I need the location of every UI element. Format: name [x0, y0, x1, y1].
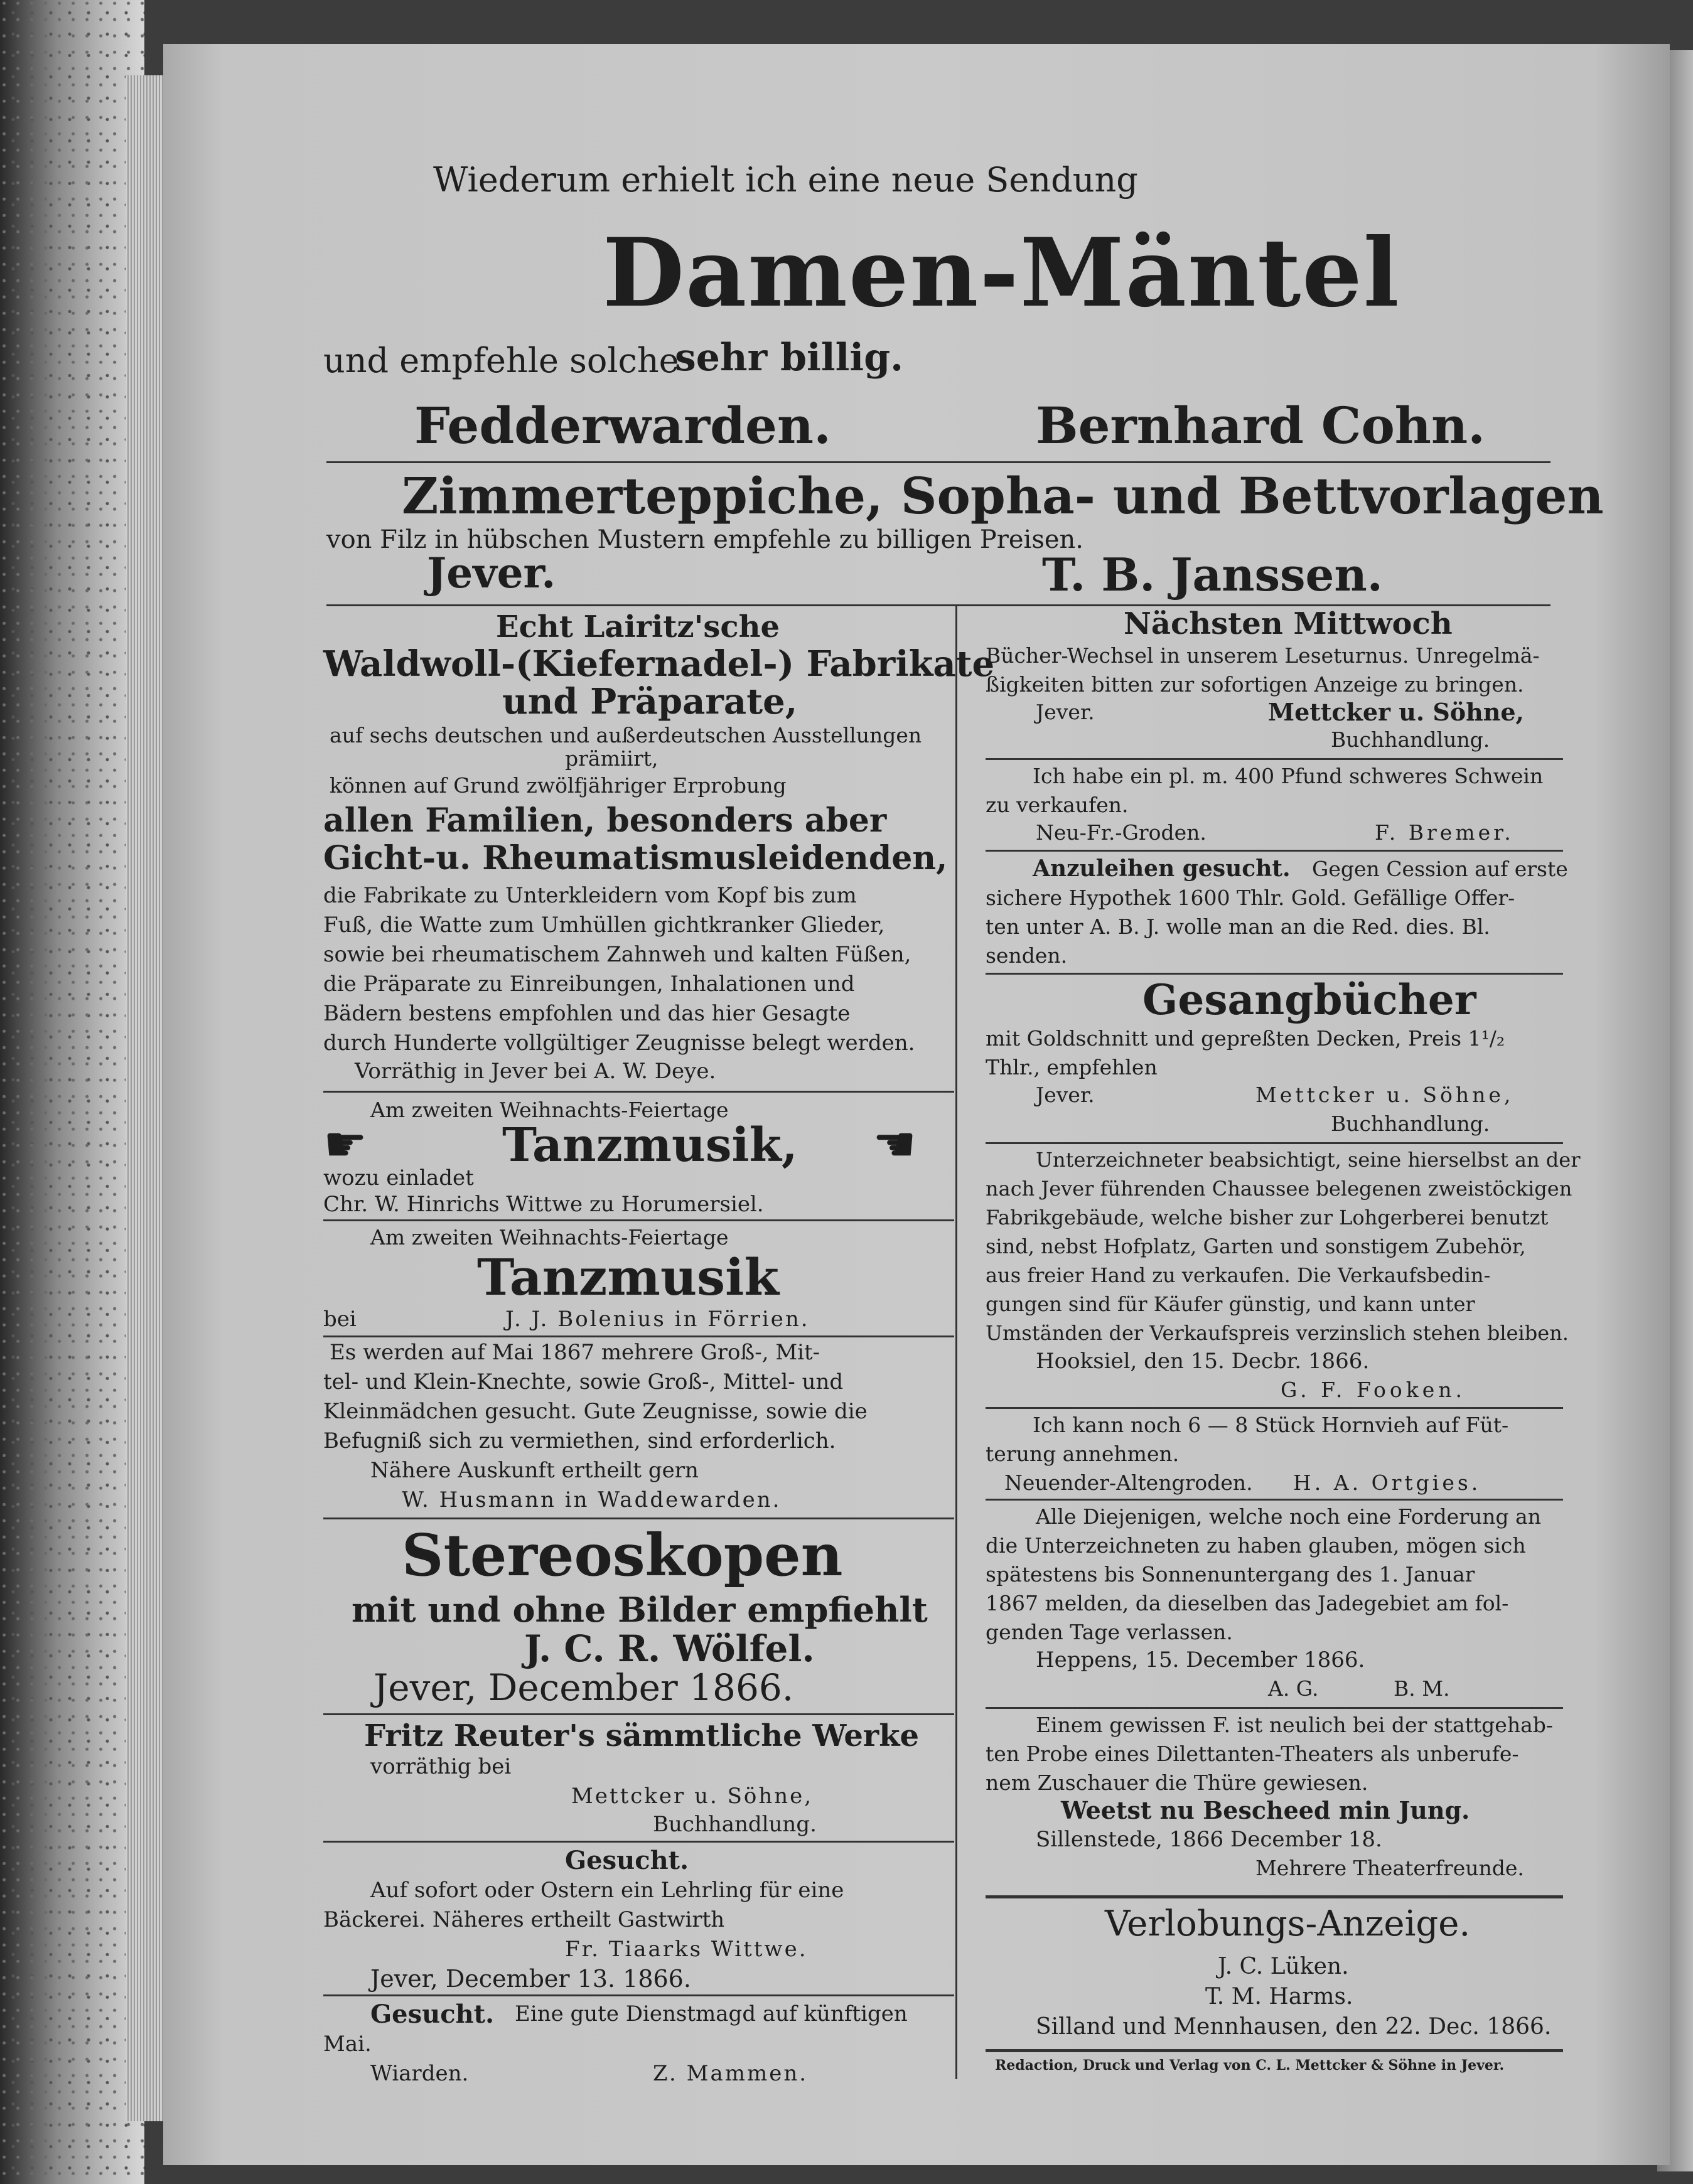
- ad-signature: Buchhandlung.: [653, 1812, 817, 1837]
- ad-text: durch Hunderte vollgültiger Zeugnisse belegt werden.: [323, 1030, 915, 1056]
- ad-signature: A. G.: [1268, 1676, 1319, 1701]
- ad-place: Wiarden.: [370, 2061, 469, 2086]
- ad-text: Fuß, die Watte zum Umhüllen gichtkranker Glieder,: [323, 913, 885, 938]
- ad-text: Kleinmädchen gesucht. Gute Zeugnisse, sowie die: [323, 1399, 868, 1424]
- divider: [986, 1895, 1563, 1898]
- pointing-hand-right-icon: ☛: [323, 1116, 367, 1173]
- ad-signature: G. F. Fooken.: [1281, 1378, 1466, 1402]
- divider: [986, 1707, 1563, 1709]
- ad-signature: Chr. W. Hinrichs Wittwe zu Horumersiel.: [323, 1192, 764, 1217]
- ad-text: Mai.: [323, 2031, 372, 2057]
- ad-text: Am zweiten Weihnachts-Feiertage: [370, 1225, 729, 1250]
- divider: [986, 1142, 1563, 1144]
- ad-date: Jever, December 13. 1866.: [370, 1965, 691, 1993]
- ad-name: T. M. Harms.: [1205, 1984, 1353, 2010]
- ad-text: terung annehmen.: [986, 1442, 1180, 1466]
- ad-text: ßigkeiten bitten zur sofortigen Anzeige zu bringen.: [986, 672, 1524, 697]
- ad-signature: Mettcker u. Söhne,: [1268, 698, 1524, 726]
- ad-place: Jever.: [1036, 700, 1095, 724]
- ad-text: sowie bei rheumatischem Zahnweh und kalten Füßen,: [323, 942, 911, 967]
- ad-place: Jever.: [427, 549, 556, 597]
- ad-text: können auf Grund zwölfjähriger Erprobung: [330, 773, 787, 798]
- ad-name: Bernhard Cohn.: [1036, 396, 1485, 455]
- ad-text: bei: [323, 1307, 357, 1332]
- ad-text: nem Zuschauer die Thüre gewiesen.: [986, 1770, 1368, 1795]
- ad-text: prämiirt,: [565, 746, 658, 771]
- ad-headline: allen Familien, besonders aber: [323, 801, 887, 840]
- divider: [986, 2049, 1563, 2052]
- ad-intro-line: Wiederum erhielt ich eine neue Sendung: [433, 160, 1138, 200]
- ad-text: die Fabrikate zu Unterkleidern vom Kopf bis zum: [323, 883, 857, 908]
- ad-text: Nähere Auskunft ertheilt gern: [370, 1458, 699, 1483]
- ad-text: Auf sofort oder Ostern ein Lehrling für eine: [370, 1878, 844, 1903]
- ad-text: Gegen Cession auf erste: [1312, 857, 1568, 881]
- ad-headline: Verlobungs-Anzeige.: [1105, 1903, 1471, 1944]
- column-divider: [955, 604, 957, 2079]
- ad-headline: Stereoskopen: [402, 1521, 843, 1589]
- ad-headline: Nächsten Mittwoch: [1124, 606, 1453, 641]
- ad-signature: H. A. Ortgies.: [1293, 1470, 1481, 1495]
- ad-signature: Z. Mammen.: [653, 2061, 809, 2086]
- ad-date: Hooksiel, den 15. Decbr. 1866.: [1036, 1349, 1370, 1374]
- ad-headline: Gesangbücher: [1142, 975, 1476, 1024]
- ad-text: Umständen der Verkaufspreis verzinslich stehen bleiben.: [986, 1321, 1569, 1345]
- imprint: Redaction, Druck und Verlag von C. L. Mettcker & Söhne in Jever.: [995, 2057, 1505, 2074]
- ad-signature: Buchhandlung.: [1331, 1111, 1490, 1136]
- ad-text: Eine gute Dienstmagd auf künftigen: [515, 2001, 908, 2026]
- ad-signature: Mehrere Theaterfreunde.: [1255, 1856, 1524, 1880]
- ad-text: Ich habe ein pl. m. 400 Pfund schweres Schwein: [1033, 764, 1544, 788]
- ad-signature: F. Bremer.: [1375, 820, 1514, 845]
- ad-text: ten Probe eines Dilettanten-Theaters als unberufe-: [986, 1742, 1519, 1766]
- ad-text: nach Jever führenden Chaussee belegenen zweistöckigen: [986, 1177, 1572, 1201]
- ad-headline: und Präparate,: [502, 681, 798, 722]
- divider: [323, 1713, 954, 1715]
- ad-headline: Tanzmusik,: [502, 1118, 798, 1172]
- ad-text: Unterzeichneter beabsichtigt, seine hierselbst an der: [1036, 1148, 1581, 1172]
- ad-headline: Fritz Reuter's sämmtliche Werke: [364, 1718, 919, 1753]
- ad-signature: Buchhandlung.: [1331, 727, 1490, 752]
- divider: [986, 1499, 1563, 1501]
- book-spine-edge: [0, 0, 144, 2184]
- ad-signature: Vorräthig in Jever bei A. W. Deye.: [355, 1059, 716, 1084]
- divider: [986, 850, 1563, 852]
- ad-headline: Zimmerteppiche, Sopha- und Bettvorlagen: [402, 466, 1604, 525]
- ad-line: und empfehle solche: [323, 341, 679, 380]
- ad-text: Thlr., empfehlen: [986, 1055, 1158, 1079]
- ad-text: genden Tage verlassen.: [986, 1620, 1233, 1644]
- ad-text: Fabrikgebäude, welche bisher zur Lohgerberei benutzt: [986, 1206, 1549, 1229]
- ad-text: mit und ohne Bilder empfiehlt: [352, 1590, 928, 1630]
- ad-text: sichere Hypothek 1600 Thlr. Gold. Gefällige Offer-: [986, 886, 1515, 910]
- divider: [986, 1407, 1563, 1409]
- ad-text: Bücher-Wechsel in unserem Leseturnus. Unregelmä-: [986, 643, 1540, 668]
- ad-text: vorräthig bei: [370, 1754, 512, 1779]
- divider: [986, 973, 1563, 975]
- ad-text: aus freier Hand zu verkaufen. Die Verkaufsbedin-: [986, 1263, 1491, 1287]
- ad-text: tel- und Klein-Knechte, sowie Groß-, Mittel- und: [323, 1369, 844, 1394]
- ad-name: T. B. Janssen.: [1042, 548, 1383, 601]
- ad-date: Sillenstede, 1866 December 18.: [1036, 1827, 1382, 1852]
- ad-signature: B. M.: [1394, 1676, 1450, 1701]
- divider: [323, 1336, 954, 1337]
- ad-text: gungen sind für Käufer günstig, und kann unter: [986, 1292, 1475, 1316]
- ad-text: mit Goldschnitt und gepreßten Decken, Preis 1¹/₂: [986, 1026, 1505, 1051]
- ad-place: Neu-Fr.-Groden.: [1036, 820, 1207, 845]
- ad-text: Ich kann noch 6 — 8 Stück Hornvieh auf Füt-: [1033, 1413, 1509, 1437]
- ad-text: spätestens bis Sonnenuntergang des 1. Januar: [986, 1562, 1475, 1587]
- divider: [323, 1518, 954, 1519]
- divider: [323, 1091, 954, 1093]
- divider: [326, 461, 1551, 463]
- divider: [323, 1841, 954, 1843]
- ad-headline: Gicht-u. Rheumatismusleidenden,: [323, 839, 948, 877]
- ad-place: Neuender-Altengroden.: [1004, 1470, 1253, 1495]
- ad-text: ten unter A. B. J. wolle man an die Red. dies. Bl.: [986, 914, 1490, 939]
- divider: [986, 758, 1563, 760]
- ad-date: Jever, December 1866.: [374, 1666, 794, 1709]
- ad-text: Am zweiten Weihnachts-Feiertage: [370, 1098, 729, 1122]
- ad-text: Alle Diejenigen, welche noch eine Forderung an: [1036, 1504, 1541, 1529]
- newspaper-page: [163, 44, 1670, 2165]
- ad-text: Befugniß sich zu vermiethen, sind erforderlich.: [323, 1428, 836, 1453]
- ad-headline: Tanzmusik: [477, 1248, 779, 1307]
- ad-text: die Unterzeichneten zu haben glauben, mögen sich: [986, 1533, 1526, 1558]
- ad-headline: Damen-Mäntel: [603, 218, 1400, 328]
- ad-place: Fedderwarden.: [414, 396, 831, 455]
- ad-signature: Mettcker u. Söhne,: [1255, 1083, 1514, 1107]
- ad-signature: J. C. R. Wölfel.: [524, 1627, 815, 1670]
- divider: [323, 1219, 954, 1221]
- pointing-hand-left-icon: ☛: [873, 1116, 916, 1173]
- ad-text: Es werden auf Mai 1867 mehrere Groß-, Mit-: [330, 1340, 820, 1365]
- ad-text: Bädern bestens empfohlen und das hier Gesagte: [323, 1001, 851, 1026]
- ad-text: senden.: [986, 943, 1068, 968]
- ad-text: Bäckerei. Näheres ertheilt Gastwirth: [323, 1907, 725, 1932]
- ad-signature: J. J. Bolenius in Förrien.: [505, 1307, 810, 1332]
- ad-headline: Gesucht.: [370, 1999, 495, 2029]
- ad-text: die Präparate zu Einreibungen, Inhalationen und: [323, 972, 855, 997]
- ad-text: wozu einladet: [323, 1165, 474, 1191]
- divider: [323, 1994, 954, 1996]
- ad-sub: von Filz in hübschen Mustern empfehle zu billigen Preisen.: [326, 525, 1083, 554]
- ad-headline: Gesucht.: [565, 1846, 689, 1875]
- ad-date: Silland und Mennhausen, den 22. Dec. 1866.: [1036, 2014, 1552, 2040]
- ad-signature: W. Husmann in Waddewarden.: [402, 1487, 782, 1512]
- ad-headline: Anzuleihen gesucht.: [1033, 855, 1291, 882]
- ad-headline: Echt Lairitz'sche: [496, 609, 780, 645]
- ad-headline: Waldwoll-(Kiefernadel-) Fabrikate: [323, 643, 995, 685]
- ad-text: zu verkaufen.: [986, 793, 1129, 817]
- ad-line-bold: sehr billig.: [675, 336, 904, 380]
- ad-text: auf sechs deutschen und außerdeutschen Ausstellungen: [330, 723, 922, 747]
- ad-place: Jever.: [1036, 1083, 1095, 1107]
- ad-signature: Fr. Tiaarks Wittwe.: [565, 1937, 808, 1962]
- ad-headline: Weetst nu Bescheed min Jung.: [1061, 1796, 1470, 1824]
- ad-signature: Mettcker u. Söhne,: [571, 1784, 814, 1809]
- ad-text: Einem gewissen F. ist neulich bei der stattgehab-: [1036, 1713, 1554, 1737]
- ad-date: Heppens, 15. December 1866.: [1036, 1647, 1365, 1673]
- ad-name: J. C. Lüken.: [1218, 1954, 1349, 1979]
- ad-text: sind, nebst Hofplatz, Garten und sonstigem Zubehör,: [986, 1234, 1526, 1258]
- ad-text: 1867 melden, da dieselben das Jadegebiet am fol-: [986, 1591, 1509, 1615]
